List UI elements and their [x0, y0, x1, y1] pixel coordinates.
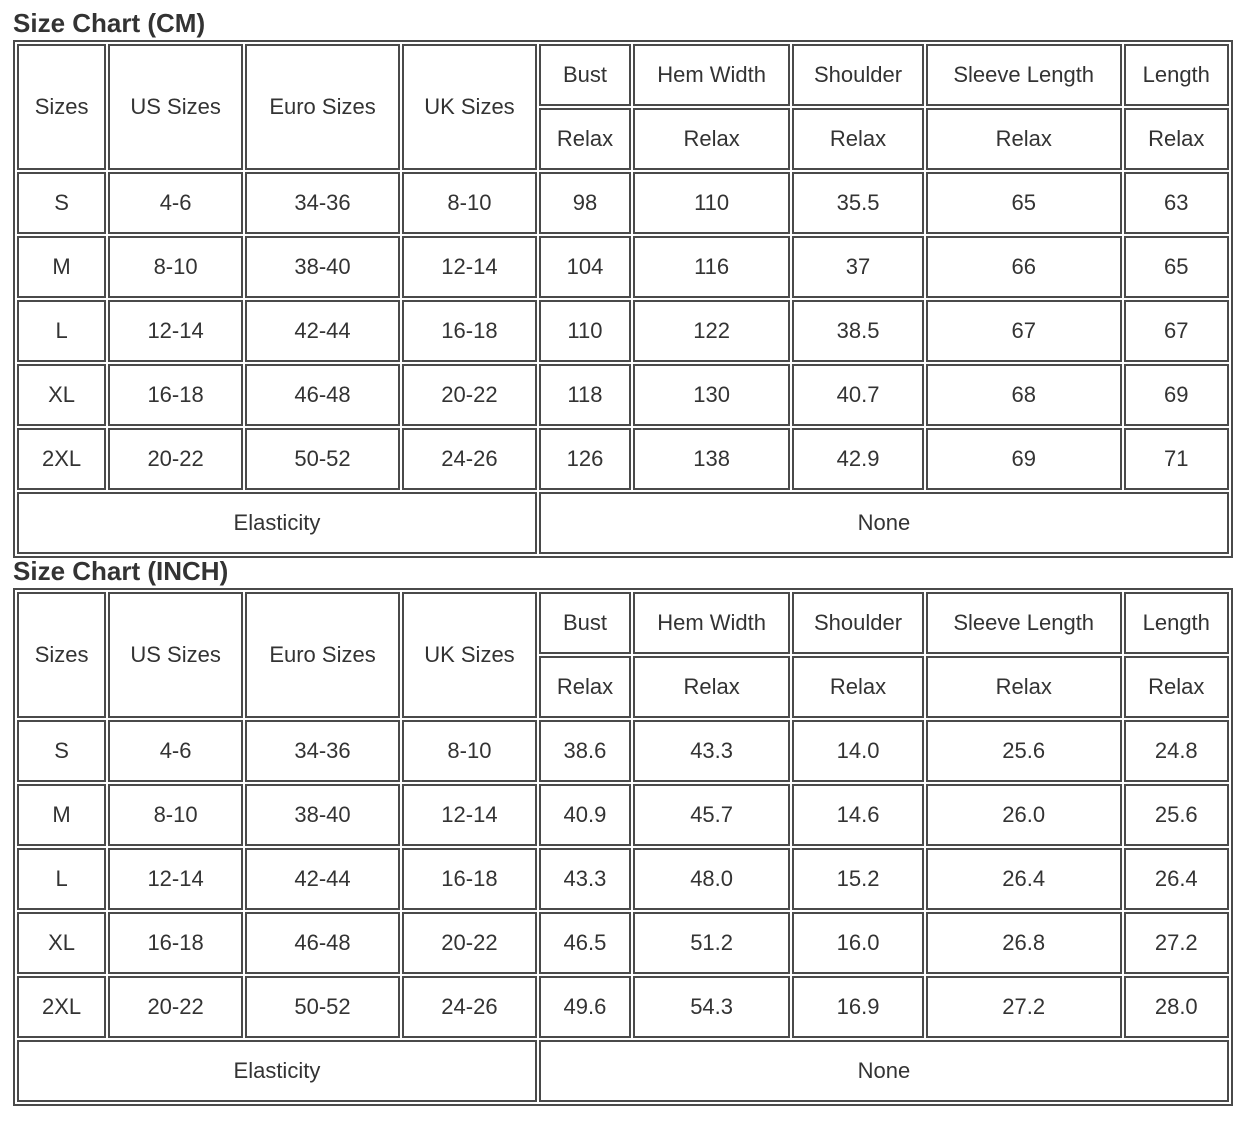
- elasticity-value: None: [539, 492, 1229, 554]
- us-size-cell: 12-14: [108, 848, 243, 910]
- header-length: Length: [1124, 592, 1229, 654]
- bust-cell: 110: [539, 300, 631, 362]
- uk-size-cell: 8-10: [402, 720, 537, 782]
- hem-width-cell: 122: [633, 300, 790, 362]
- header-sleeve-length: Sleeve Length: [926, 44, 1122, 106]
- table-row: [17, 236, 1229, 298]
- length-cell: 65: [1124, 236, 1229, 298]
- length-cell: 27.2: [1124, 912, 1229, 974]
- uk-size-cell: 16-18: [402, 848, 537, 910]
- shoulder-cell: 14.6: [792, 784, 924, 846]
- elasticity-value: None: [539, 1040, 1229, 1102]
- sleeve-length-cell: 67: [926, 300, 1122, 362]
- euro-size-cell: 38-40: [245, 784, 400, 846]
- header-shoulder: Shoulder: [792, 592, 924, 654]
- us-size-cell: 8-10: [108, 784, 243, 846]
- length-cell: 25.6: [1124, 784, 1229, 846]
- size-cell: L: [17, 300, 106, 362]
- sleeve-length-cell: 69: [926, 428, 1122, 490]
- sleeve-length-cell: 66: [926, 236, 1122, 298]
- length-cell: 67: [1124, 300, 1229, 362]
- size-cell: XL: [17, 364, 106, 426]
- table-row: [17, 428, 1229, 490]
- bust-cell: 98: [539, 172, 631, 234]
- sleeve-length-cell: 25.6: [926, 720, 1122, 782]
- shoulder-cell: 14.0: [792, 720, 924, 782]
- subheader-length-relax: Relax: [1124, 656, 1229, 718]
- elasticity-label: Elasticity: [17, 492, 537, 554]
- us-size-cell: 20-22: [108, 428, 243, 490]
- sleeve-length-cell: 26.0: [926, 784, 1122, 846]
- euro-size-cell: 38-40: [245, 236, 400, 298]
- uk-size-cell: 12-14: [402, 236, 537, 298]
- header-sleeve-length: Sleeve Length: [926, 592, 1122, 654]
- hem-width-cell: 54.3: [633, 976, 790, 1038]
- length-cell: 69: [1124, 364, 1229, 426]
- uk-size-cell: 24-26: [402, 428, 537, 490]
- sleeve-length-cell: 26.8: [926, 912, 1122, 974]
- subheader-sleeve-length-relax: Relax: [926, 108, 1122, 170]
- elasticity-label: Elasticity: [17, 1040, 537, 1102]
- table-row: [17, 848, 1229, 910]
- header-sizes: Sizes: [17, 44, 106, 170]
- subheader-shoulder-relax: Relax: [792, 108, 924, 170]
- size-cell: 2XL: [17, 428, 106, 490]
- size-cell: 2XL: [17, 976, 106, 1038]
- shoulder-cell: 16.9: [792, 976, 924, 1038]
- shoulder-cell: 35.5: [792, 172, 924, 234]
- shoulder-cell: 42.9: [792, 428, 924, 490]
- hem-width-cell: 130: [633, 364, 790, 426]
- subheader-hem-width-relax: Relax: [633, 108, 790, 170]
- us-size-cell: 4-6: [108, 172, 243, 234]
- header-uk-sizes: UK Sizes: [402, 44, 537, 170]
- bust-cell: 43.3: [539, 848, 631, 910]
- euro-size-cell: 50-52: [245, 428, 400, 490]
- euro-size-cell: 34-36: [245, 720, 400, 782]
- table-row: [17, 172, 1229, 234]
- euro-size-cell: 42-44: [245, 848, 400, 910]
- hem-width-cell: 116: [633, 236, 790, 298]
- header-us-sizes: US Sizes: [108, 592, 243, 718]
- sleeve-length-cell: 26.4: [926, 848, 1122, 910]
- table-row: [17, 784, 1229, 846]
- size-chart-inch-table: [13, 588, 1233, 1106]
- uk-size-cell: 24-26: [402, 976, 537, 1038]
- length-cell: 63: [1124, 172, 1229, 234]
- uk-size-cell: 8-10: [402, 172, 537, 234]
- euro-size-cell: 46-48: [245, 912, 400, 974]
- uk-size-cell: 20-22: [402, 912, 537, 974]
- table-row: [17, 912, 1229, 974]
- shoulder-cell: 38.5: [792, 300, 924, 362]
- hem-width-cell: 43.3: [633, 720, 790, 782]
- header-euro-sizes: Euro Sizes: [245, 592, 400, 718]
- euro-size-cell: 34-36: [245, 172, 400, 234]
- header-length: Length: [1124, 44, 1229, 106]
- hem-width-cell: 138: [633, 428, 790, 490]
- bust-cell: 46.5: [539, 912, 631, 974]
- bust-cell: 126: [539, 428, 631, 490]
- bust-cell: 38.6: [539, 720, 631, 782]
- length-cell: 24.8: [1124, 720, 1229, 782]
- header-bust: Bust: [539, 592, 631, 654]
- table-row: [17, 720, 1229, 782]
- size-cell: L: [17, 848, 106, 910]
- header-uk-sizes: UK Sizes: [402, 592, 537, 718]
- us-size-cell: 20-22: [108, 976, 243, 1038]
- shoulder-cell: 37: [792, 236, 924, 298]
- header-row: [17, 44, 1229, 106]
- size-cell: M: [17, 236, 106, 298]
- header-shoulder: Shoulder: [792, 44, 924, 106]
- uk-size-cell: 12-14: [402, 784, 537, 846]
- header-euro-sizes: Euro Sizes: [245, 44, 400, 170]
- footer-row: [17, 1040, 1229, 1102]
- shoulder-cell: 40.7: [792, 364, 924, 426]
- header-bust: Bust: [539, 44, 631, 106]
- sleeve-length-cell: 65: [926, 172, 1122, 234]
- shoulder-cell: 15.2: [792, 848, 924, 910]
- sleeve-length-cell: 68: [926, 364, 1122, 426]
- footer-row: [17, 492, 1229, 554]
- uk-size-cell: 16-18: [402, 300, 537, 362]
- us-size-cell: 16-18: [108, 912, 243, 974]
- header-hem-width: Hem Width: [633, 44, 790, 106]
- hem-width-cell: 110: [633, 172, 790, 234]
- size-chart-inch-title: Size Chart (INCH): [13, 556, 229, 586]
- bust-cell: 104: [539, 236, 631, 298]
- euro-size-cell: 46-48: [245, 364, 400, 426]
- header-hem-width: Hem Width: [633, 592, 790, 654]
- table-row: [17, 976, 1229, 1038]
- us-size-cell: 12-14: [108, 300, 243, 362]
- bust-cell: 49.6: [539, 976, 631, 1038]
- length-cell: 71: [1124, 428, 1229, 490]
- size-chart-cm-title: Size Chart (CM): [13, 8, 206, 38]
- us-size-cell: 16-18: [108, 364, 243, 426]
- subheader-bust-relax: Relax: [539, 108, 631, 170]
- length-cell: 26.4: [1124, 848, 1229, 910]
- us-size-cell: 4-6: [108, 720, 243, 782]
- length-cell: 28.0: [1124, 976, 1229, 1038]
- size-chart-cm-table: [13, 40, 1233, 558]
- uk-size-cell: 20-22: [402, 364, 537, 426]
- size-cell: XL: [17, 912, 106, 974]
- header-us-sizes: US Sizes: [108, 44, 243, 170]
- hem-width-cell: 45.7: [633, 784, 790, 846]
- sleeve-length-cell: 27.2: [926, 976, 1122, 1038]
- subheader-bust-relax: Relax: [539, 656, 631, 718]
- size-cell: S: [17, 720, 106, 782]
- euro-size-cell: 42-44: [245, 300, 400, 362]
- hem-width-cell: 51.2: [633, 912, 790, 974]
- shoulder-cell: 16.0: [792, 912, 924, 974]
- size-cell: M: [17, 784, 106, 846]
- us-size-cell: 8-10: [108, 236, 243, 298]
- table-row: [17, 300, 1229, 362]
- subheader-shoulder-relax: Relax: [792, 656, 924, 718]
- size-cell: S: [17, 172, 106, 234]
- hem-width-cell: 48.0: [633, 848, 790, 910]
- subheader-sleeve-length-relax: Relax: [926, 656, 1122, 718]
- header-row: [17, 592, 1229, 654]
- header-sizes: Sizes: [17, 592, 106, 718]
- subheader-hem-width-relax: Relax: [633, 656, 790, 718]
- table-row: [17, 364, 1229, 426]
- bust-cell: 118: [539, 364, 631, 426]
- subheader-length-relax: Relax: [1124, 108, 1229, 170]
- euro-size-cell: 50-52: [245, 976, 400, 1038]
- bust-cell: 40.9: [539, 784, 631, 846]
